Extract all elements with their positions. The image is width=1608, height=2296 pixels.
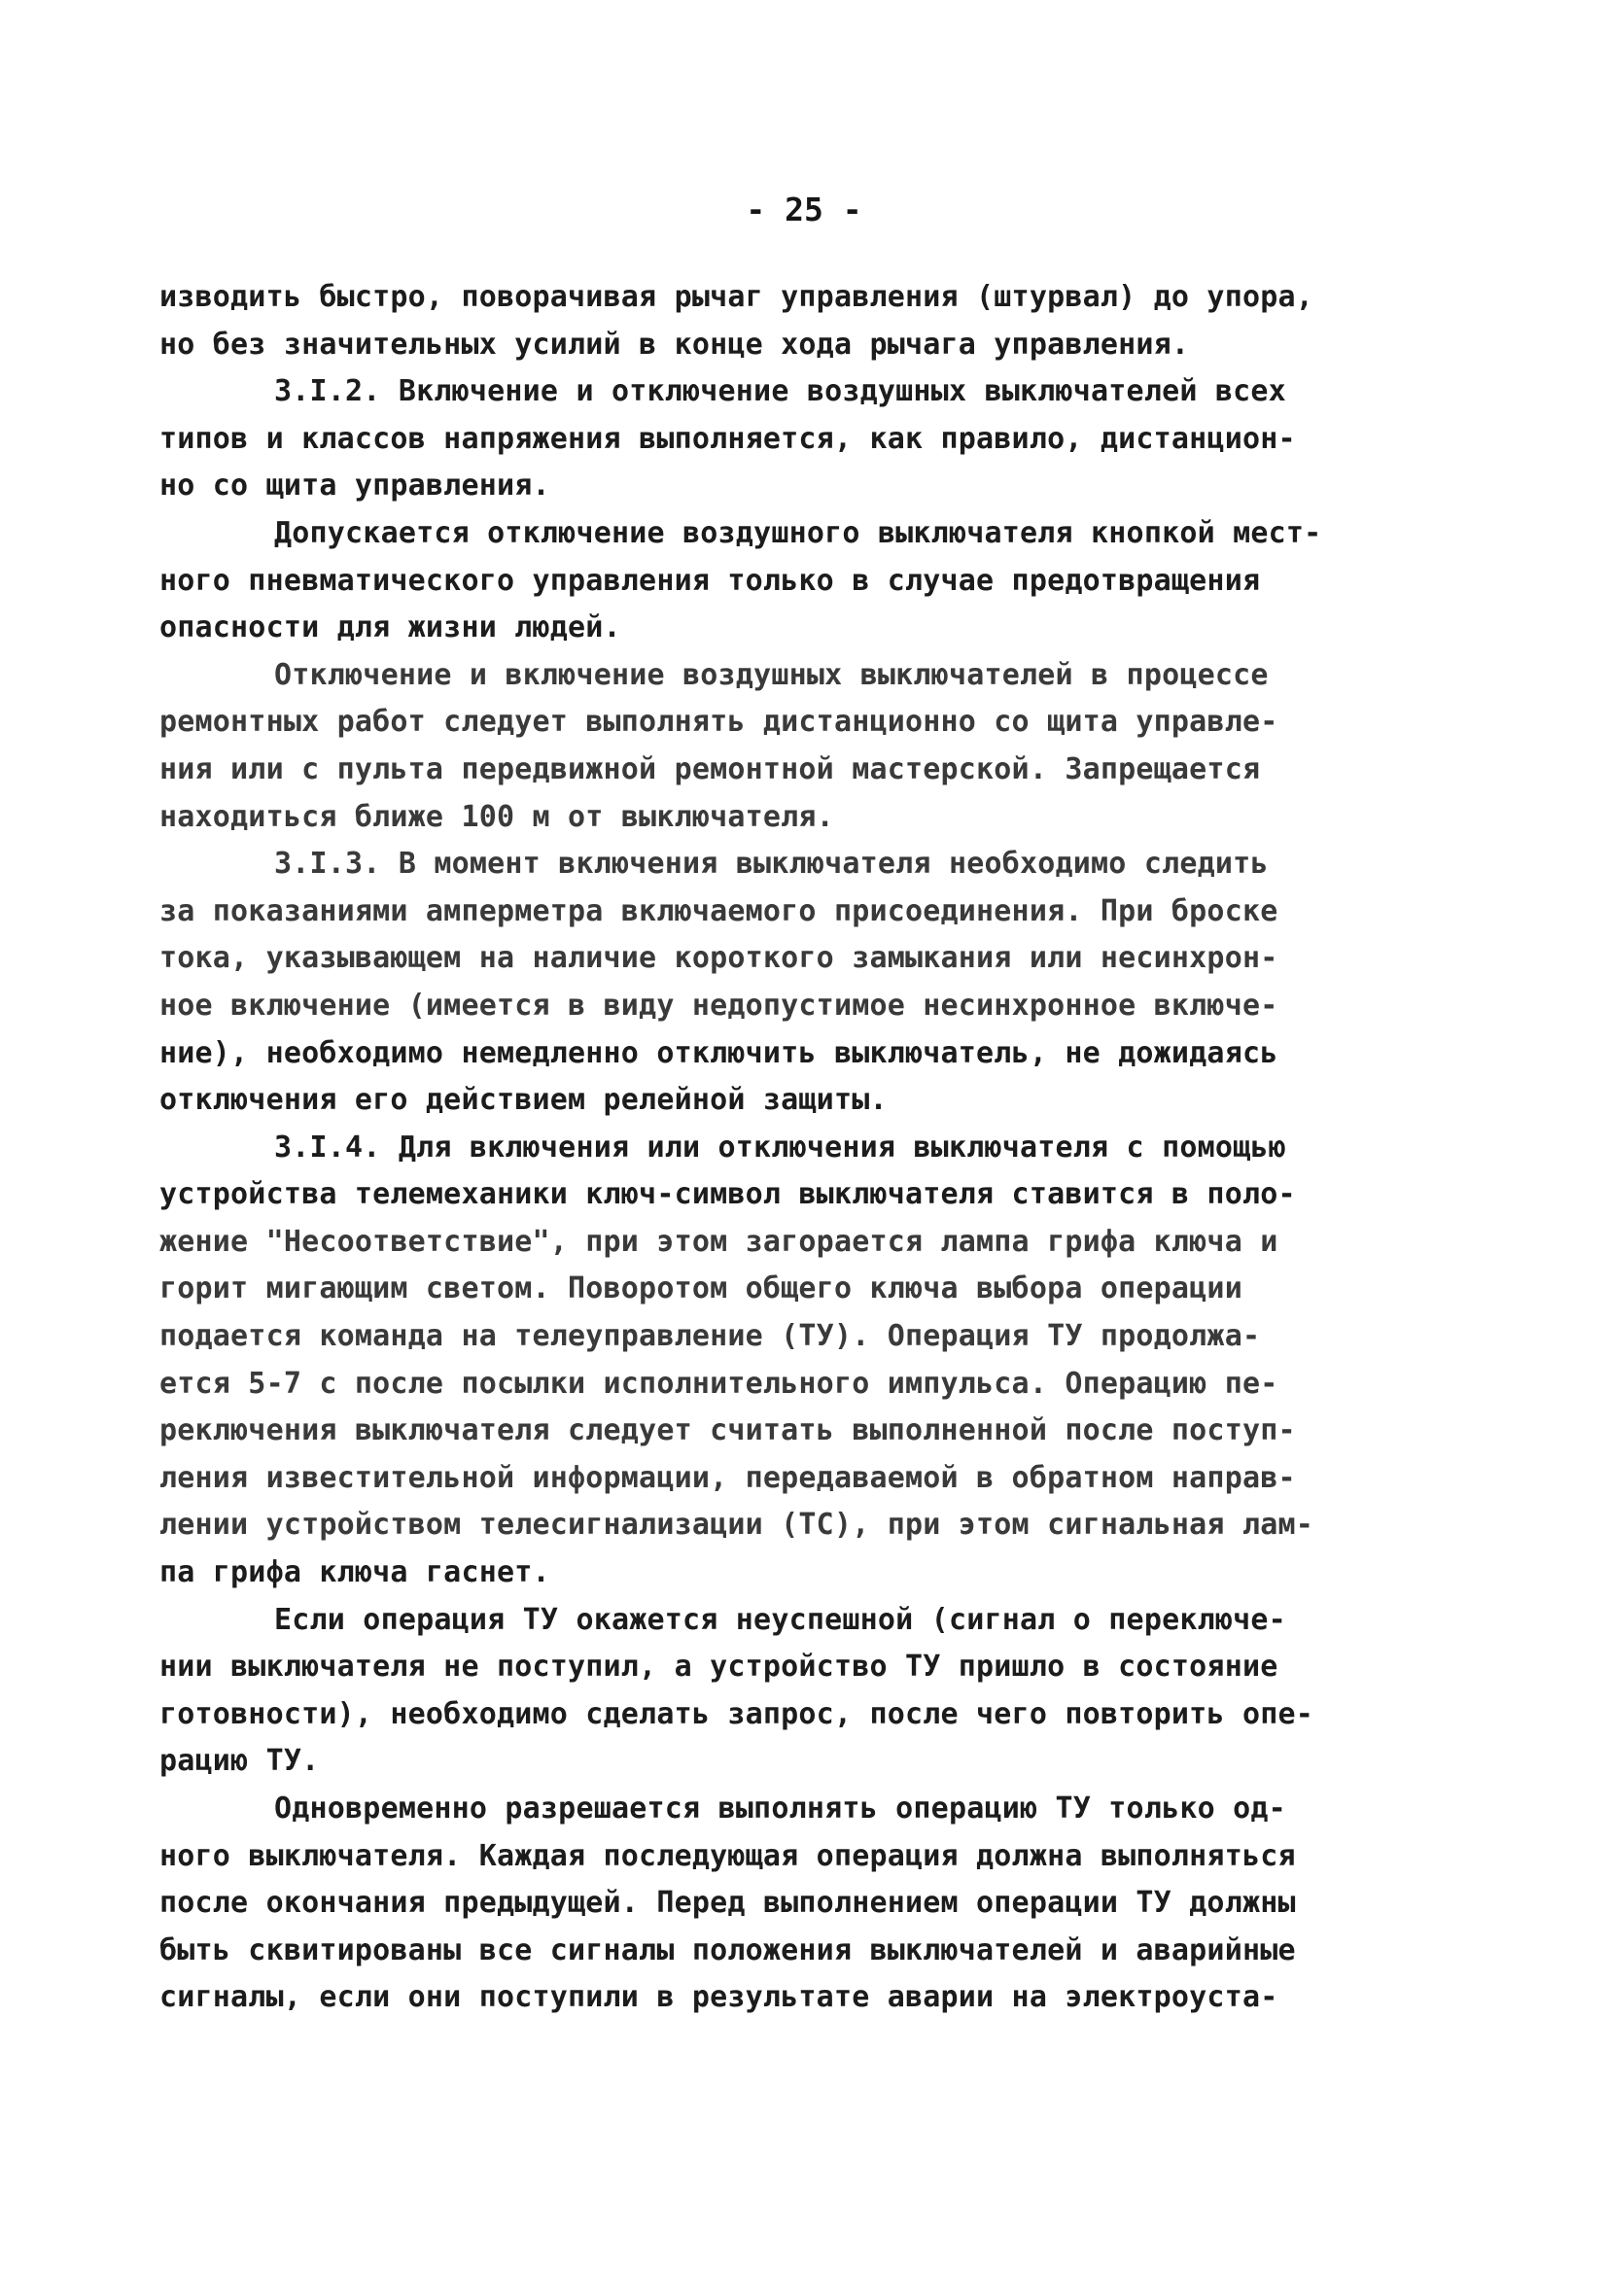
- text-line: отключения его действием релейной защиты.: [159, 1083, 888, 1118]
- text-line: Отключение и включение воздушных выключателей в процессе: [274, 657, 1269, 692]
- text-line: ного выключателя. Каждая последующая операция должна выполняться: [159, 1838, 1296, 1873]
- body-text: [159, 274, 1452, 2022]
- text-line: быть сквитированы все сигналы положения выключателей и аварийные: [159, 1932, 1296, 1967]
- text-line: нии выключателя не поступил, а устройство ТУ пришло в состояние: [159, 1650, 1278, 1685]
- text-line: тока, указывающем на наличие короткого замыкания или несинхрон-: [159, 941, 1278, 976]
- text-line: ние), необходимо немедленно отключить выключатель, не дожидаясь: [159, 1035, 1278, 1070]
- text-line: па грифа ключа гаснет.: [159, 1555, 550, 1590]
- text-line: ного пневматического управления только в случае предотвращения: [159, 563, 1261, 598]
- text-line: изводить быстро, поворачивая рычаг управления (штурвал) до упора,: [159, 280, 1313, 314]
- text-line: горит мигающим светом. Поворотом общего ключа выбора операции: [159, 1271, 1242, 1306]
- text-line: 3.I.3. В момент включения выключателя необходимо следить: [274, 847, 1269, 882]
- text-line: ления известительной информации, передаваемой в обратном направ-: [159, 1460, 1296, 1495]
- text-line: лении устройством телесигнализации (ТС), при этом сигнальная лам-: [159, 1508, 1313, 1543]
- text-line: типов и классов напряжения выполняется, как правило, дистанцион-: [159, 421, 1296, 456]
- text-line: 3.I.4. Для включения или отключения выключателя с помощью: [274, 1130, 1286, 1165]
- text-line: после окончания предыдущей. Перед выполнением операции ТУ должны: [159, 1886, 1296, 1921]
- text-line: Одновременно разрешается выполнять операцию ТУ только од-: [274, 1792, 1286, 1826]
- text-line: устройства телемеханики ключ-символ выключателя ставится в поло-: [159, 1177, 1296, 1212]
- text-line: рацию ТУ.: [159, 1744, 320, 1779]
- text-line: ремонтных работ следует выполнять дистанционно со щита управле-: [159, 705, 1278, 740]
- text-line: реключения выключателя следует считать выполненной после поступ-: [159, 1413, 1296, 1448]
- text-line: 3.I.2. Включение и отключение воздушных выключателей всех: [274, 374, 1286, 409]
- page-number: - 25 -: [746, 191, 862, 228]
- text-line: сигналы, если они поступили в результате аварии на электроуста-: [159, 1980, 1278, 2015]
- text-line: за показаниями амперметра включаемого присоединения. При броске: [159, 893, 1278, 928]
- text-line: находиться ближе 100 м от выключателя.: [159, 799, 834, 834]
- text-line: ния или с пульта передвижной ремонтной мастерской. Запрещается: [159, 751, 1261, 786]
- text-line: готовности), необходимо сделать запрос, после чего повторить опе-: [159, 1696, 1313, 1731]
- text-line: жение "Несоответствие", при этом загорается лампа грифа ключа и: [159, 1224, 1278, 1259]
- text-line: но без значительных усилий в конце хода рычага управления.: [159, 327, 1190, 362]
- text-line: Если операция ТУ окажется неуспешной (сигнал о переключе-: [274, 1602, 1286, 1637]
- text-line: подается команда на телеуправление (ТУ). Операция ТУ продолжа-: [159, 1319, 1261, 1354]
- text-line: опасности для жизни людей.: [159, 610, 621, 645]
- text-line: ется 5-7 с после посылки исполнительного импульса. Операцию пе-: [159, 1366, 1278, 1401]
- text-line: Допускается отключение воздушного выключателя кнопкой мест-: [274, 515, 1322, 550]
- text-line: но со щита управления.: [159, 469, 550, 504]
- text-line: ное включение (имеется в виду недопустимое несинхронное включе-: [159, 988, 1278, 1023]
